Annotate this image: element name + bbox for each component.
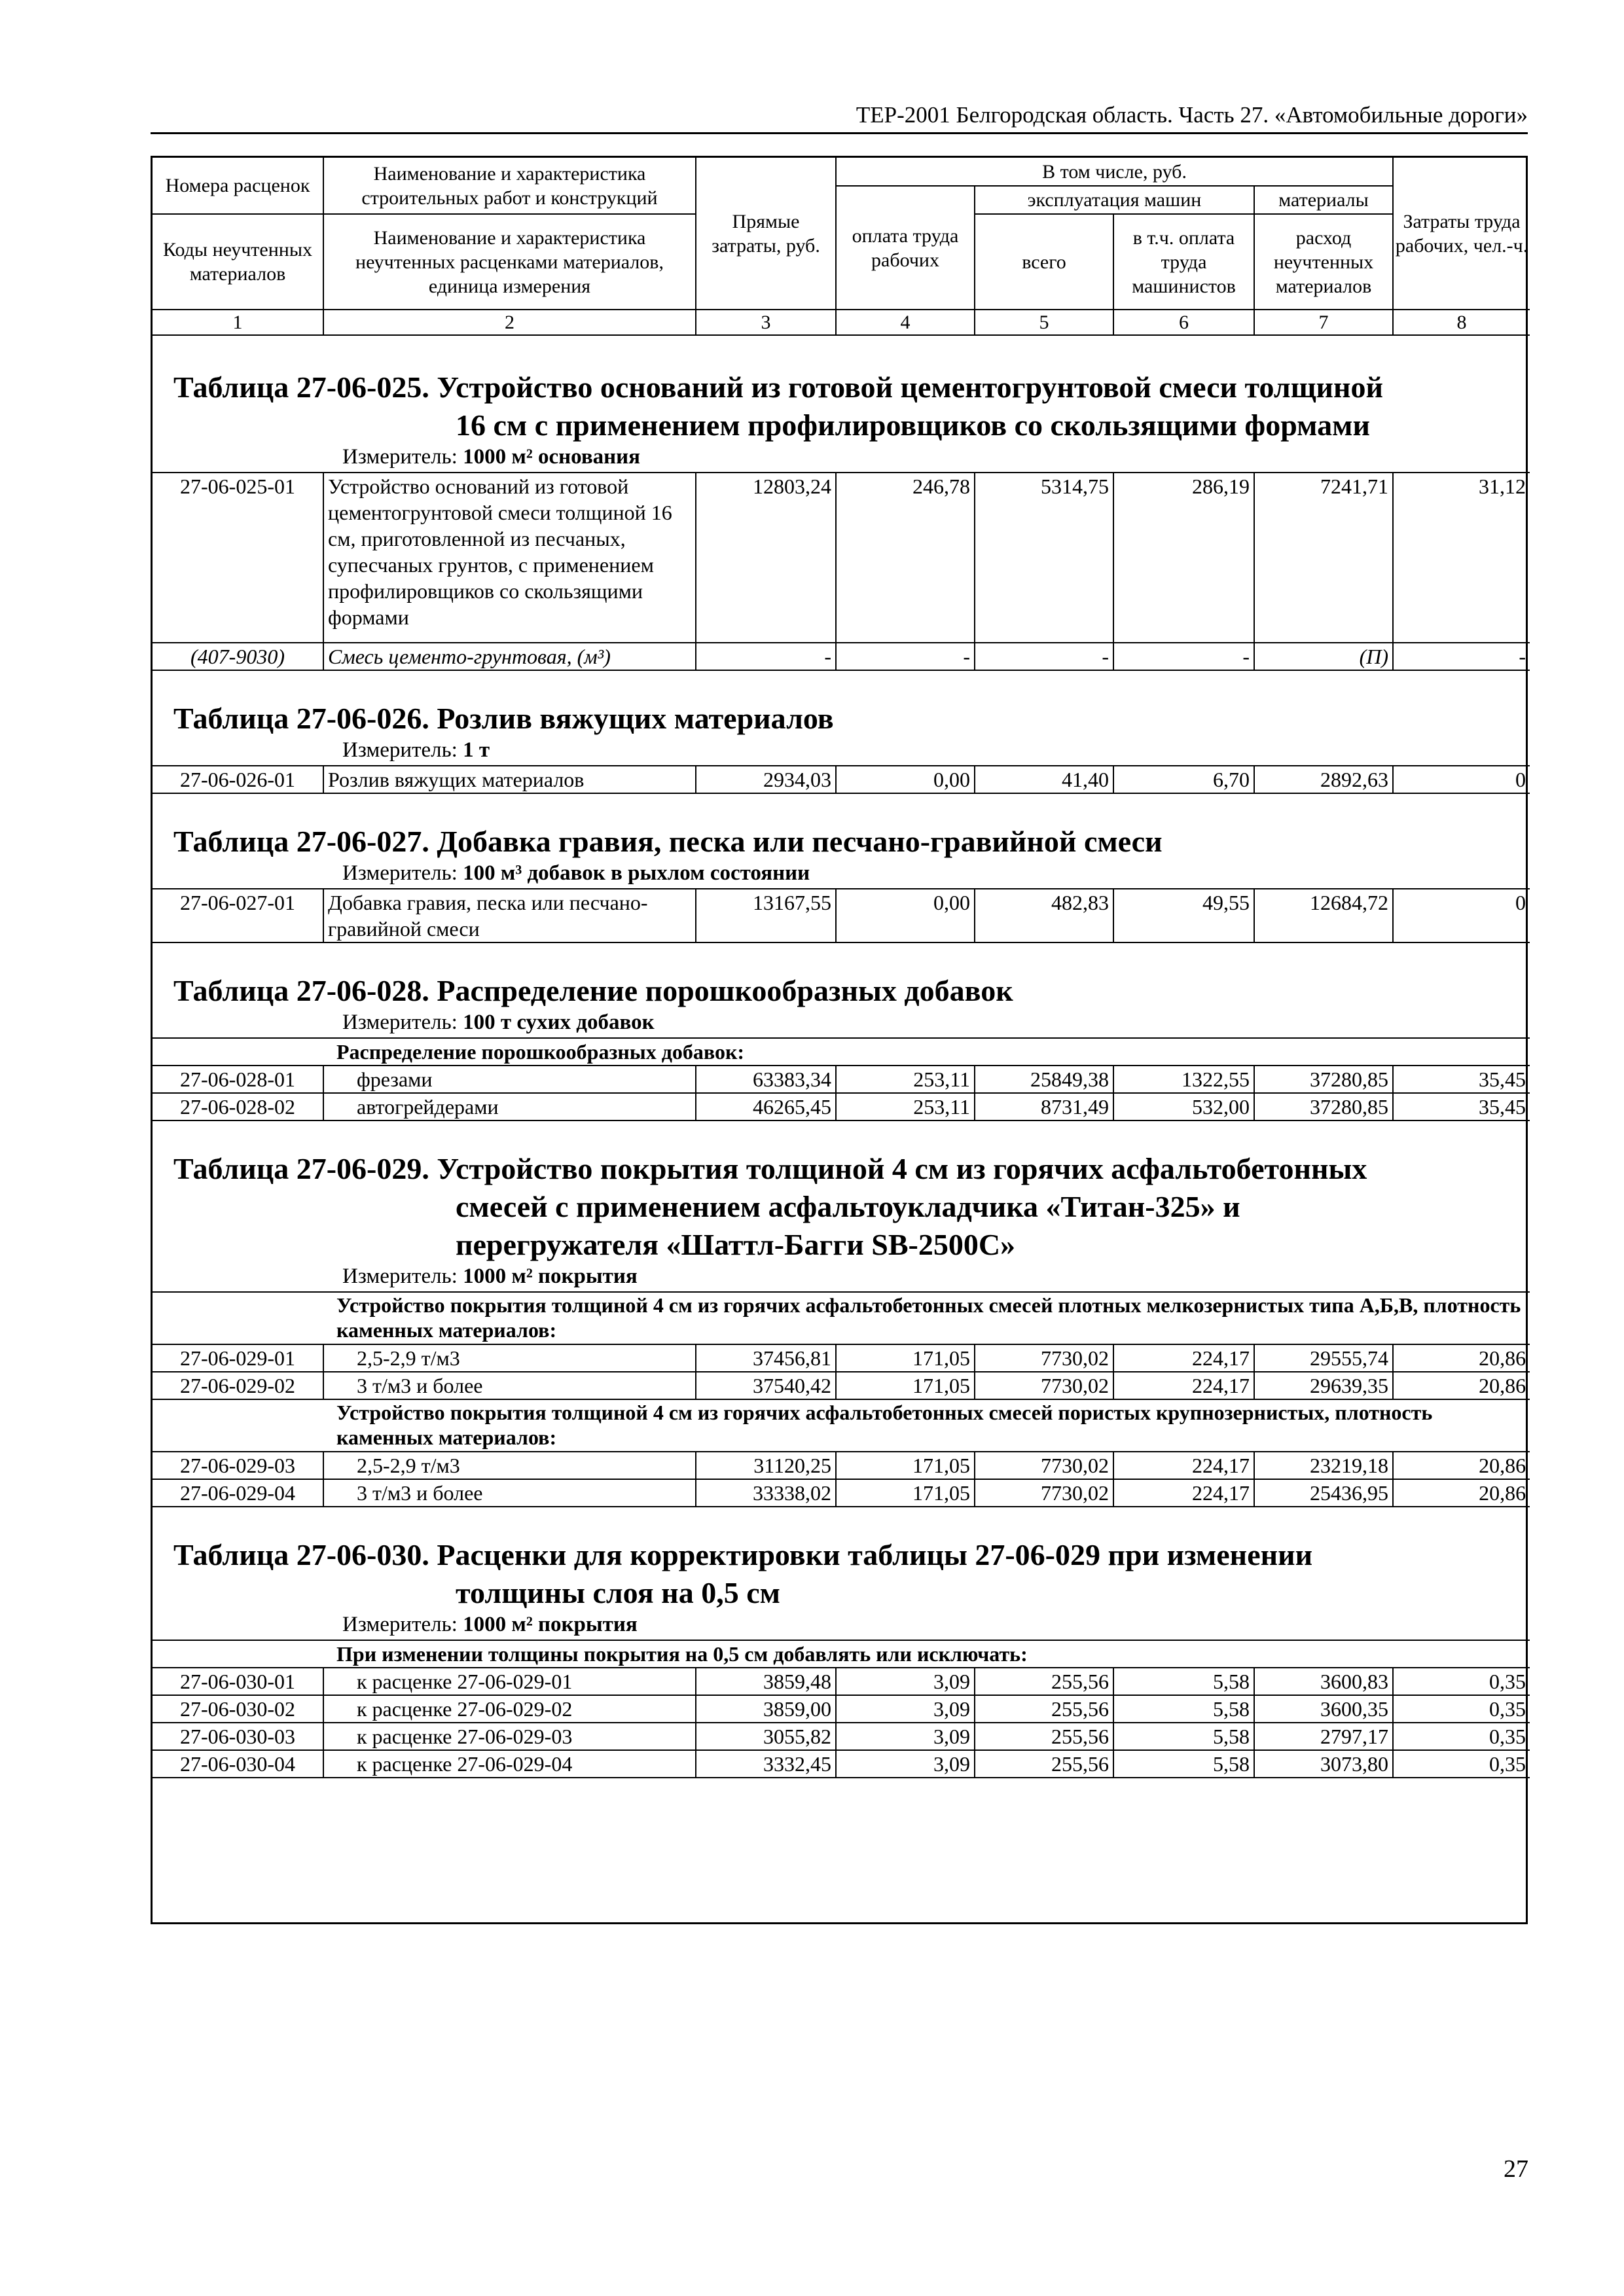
cell-direct: 31120,25 [696, 1452, 836, 1479]
cell-operator-pay: 49,55 [1113, 889, 1254, 942]
rates-table [153, 1037, 1530, 1121]
table-27-06-025 [153, 336, 1526, 671]
cell-machines: 7730,02 [975, 1479, 1113, 1507]
rate-name: к расценке 27-06-029-01 [323, 1668, 696, 1695]
rates-table [153, 1640, 1530, 1778]
cell-direct: 3859,00 [696, 1695, 836, 1723]
cell-machines: 41,40 [975, 766, 1113, 793]
cell-operator-pay: - [1113, 643, 1254, 670]
col-number: 6 [1113, 310, 1254, 335]
cell-labor: 0 [1393, 889, 1530, 942]
meter-label: Измеритель: [342, 445, 458, 469]
rate-name: к расценке 27-06-029-04 [323, 1750, 696, 1778]
cell-direct: 3859,48 [696, 1668, 836, 1695]
section-title [153, 700, 1526, 738]
col-header-operator-pay: в т.ч. оплата труда машинистов [1113, 214, 1254, 310]
cell-operator-pay: 532,00 [1113, 1093, 1254, 1121]
rates-sheet [151, 156, 1528, 1924]
cell-labor: 0,35 [1393, 1723, 1530, 1750]
cell-labor: 35,45 [1393, 1066, 1530, 1093]
section-title-line: Таблица 27-06-025. Устройство оснований из готовой цементогрунтовой смеси толщиной [173, 370, 1384, 404]
cell-operator-pay: 1322,55 [1113, 1066, 1254, 1093]
group-row [153, 1399, 1530, 1452]
section-title-line: перегружателя «Шаттл-Багги SB-2500C» [456, 1228, 1016, 1261]
cell-machines: 255,56 [975, 1695, 1113, 1723]
table-27-06-026 [153, 671, 1526, 794]
cell-labor: 20,86 [1393, 1452, 1530, 1479]
cell-machines: - [975, 643, 1113, 670]
cell-operator-pay: 224,17 [1113, 1344, 1254, 1372]
meter-label: Измеритель: [342, 1613, 458, 1636]
col-number: 7 [1254, 310, 1393, 335]
rate-name: Устройство оснований из готовой цементогрунтовой смеси толщиной 16 см, приготовленной из песчаных, супесчаных грунтов, с применением профилировщиков со скользящими формами [323, 473, 696, 643]
cell-direct: 37456,81 [696, 1344, 836, 1372]
rate-code: 27-06-030-03 [153, 1723, 323, 1750]
section-title-line: Таблица 27-06-029. Устройство покрытия толщиной 4 см из горячих асфальтобетонных [173, 1152, 1367, 1185]
cell-operator-pay: 6,70 [1113, 766, 1254, 793]
cell-direct: - [696, 643, 836, 670]
section-title-line: Таблица 27-06-028. Распределение порошкообразных добавок [173, 974, 1013, 1007]
cell-labor: - [1393, 643, 1530, 670]
rate-code: 27-06-028-01 [153, 1066, 323, 1093]
rate-code: 27-06-029-01 [153, 1344, 323, 1372]
section-title [153, 1150, 1526, 1264]
cell-operator-pay: 5,58 [1113, 1695, 1254, 1723]
cell-operator-pay: 5,58 [1113, 1750, 1254, 1778]
table-27-06-029 [153, 1121, 1526, 1507]
meter-value: 1000 м² покрытия [463, 1265, 638, 1288]
section-title-line: Таблица 27-06-030. Расценки для корректировки таблицы 27-06-029 при изменении [173, 1538, 1313, 1571]
col-number: 5 [975, 310, 1113, 335]
cell-operator-pay: 5,58 [1113, 1723, 1254, 1750]
table-row [153, 1695, 1530, 1723]
section-title-line: толщины слоя на 0,5 см [456, 1576, 780, 1609]
col-header-labor: Затраты труда рабочих, чел.-ч. [1393, 158, 1530, 310]
section-title-line: 16 см с применением профилировщиков со скользящими формами [456, 408, 1371, 442]
cell-worker-pay: 0,00 [836, 766, 975, 793]
column-numbers [153, 310, 1530, 335]
group-row [153, 1640, 1530, 1668]
rates-table [153, 888, 1530, 943]
section-title [153, 1536, 1526, 1612]
col-header-worker-pay: оплата труда рабочих [836, 186, 975, 310]
section-title-line: Таблица 27-06-026. Розлив вяжущих материалов [173, 702, 834, 735]
cell-direct: 3332,45 [696, 1750, 836, 1778]
cell-materials: 3600,83 [1254, 1668, 1393, 1695]
meter-value: 100 м³ добавок в рыхлом состоянии [463, 861, 810, 885]
cell-direct: 46265,45 [696, 1093, 836, 1121]
unit-meter [153, 1010, 1526, 1037]
cell-machines: 7730,02 [975, 1372, 1113, 1399]
cell-worker-pay: 3,09 [836, 1750, 975, 1778]
rate-code: 27-06-030-01 [153, 1668, 323, 1695]
cell-materials: 37280,85 [1254, 1093, 1393, 1121]
cell-machines: 25849,38 [975, 1066, 1113, 1093]
material-row [153, 643, 1530, 670]
rate-name: 2,5-2,9 т/м3 [323, 1452, 696, 1479]
page-header [151, 93, 1528, 134]
rates-table [153, 765, 1530, 794]
cell-materials: (П) [1254, 643, 1393, 670]
col-number: 3 [696, 310, 836, 335]
cell-materials: 3600,35 [1254, 1695, 1393, 1723]
section-title [153, 823, 1526, 861]
col-number: 8 [1393, 310, 1530, 335]
table-row [153, 1372, 1530, 1399]
cell-worker-pay: 171,05 [836, 1479, 975, 1507]
section-title [153, 368, 1526, 444]
cell-worker-pay: 253,11 [836, 1093, 975, 1121]
cell-materials: 2797,17 [1254, 1723, 1393, 1750]
meter-value: 100 т сухих добавок [463, 1011, 655, 1034]
section-title-line: смесей с применением асфальтоукладчика «Титан-325» и [456, 1190, 1240, 1223]
rate-name: к расценке 27-06-029-03 [323, 1723, 696, 1750]
col-header-machines: эксплуатация машин [975, 186, 1254, 214]
cell-materials: 23219,18 [1254, 1452, 1393, 1479]
cell-operator-pay: 224,17 [1113, 1452, 1254, 1479]
cell-labor: 0 [1393, 766, 1530, 793]
unit-meter [153, 738, 1526, 765]
cell-labor: 0,35 [1393, 1695, 1530, 1723]
cell-worker-pay: 3,09 [836, 1695, 975, 1723]
table-row [153, 1750, 1530, 1778]
rate-code: 27-06-029-03 [153, 1452, 323, 1479]
section-title-line: Таблица 27-06-027. Добавка гравия, песка или песчано-гравийной смеси [173, 825, 1163, 858]
cell-labor: 31,12 [1393, 473, 1530, 643]
col-header-codes: Номера расценок [153, 158, 323, 214]
cell-direct: 3055,82 [696, 1723, 836, 1750]
meter-value: 1000 м² основания [463, 445, 641, 469]
cell-worker-pay: 171,05 [836, 1452, 975, 1479]
cell-operator-pay: 286,19 [1113, 473, 1254, 643]
cell-worker-pay: 171,05 [836, 1372, 975, 1399]
table-row [153, 473, 1530, 643]
rate-code: 27-06-025-01 [153, 473, 323, 643]
meter-label: Измеритель: [342, 1265, 458, 1288]
cell-direct: 33338,02 [696, 1479, 836, 1507]
rate-name: к расценке 27-06-029-02 [323, 1695, 696, 1723]
group-label: Устройство покрытия толщиной 4 см из горячих асфальтобетонных смесей пористых крупнозернистых, плотность каменных материалов: [323, 1399, 1530, 1452]
meter-label: Измеритель: [342, 738, 458, 762]
unit-meter [153, 1264, 1526, 1291]
rate-code: 27-06-030-04 [153, 1750, 323, 1778]
col-header-materials-desc: Наименование и характеристика неучтенных расценками материалов, единица измерения [323, 214, 696, 310]
col-header-material-codes: Коды неучтенных материалов [153, 214, 323, 310]
cell-worker-pay: - [836, 643, 975, 670]
material-name: Смесь цементо-грунтовая, (м³) [323, 643, 696, 670]
cell-machines: 482,83 [975, 889, 1113, 942]
col-number: 2 [323, 310, 696, 335]
cell-machines: 255,56 [975, 1723, 1113, 1750]
rate-code: 27-06-028-02 [153, 1093, 323, 1121]
table-row [153, 1452, 1530, 1479]
rate-name: 3 т/м3 и более [323, 1479, 696, 1507]
column-header [153, 158, 1530, 336]
col-number: 1 [153, 310, 323, 335]
rates-table [153, 472, 1530, 671]
col-header-direct-costs: Прямые затраты, руб. [696, 158, 836, 310]
cell-machines: 255,56 [975, 1668, 1113, 1695]
cell-direct: 2934,03 [696, 766, 836, 793]
rate-code: 27-06-029-04 [153, 1479, 323, 1507]
meter-value: 1000 м² покрытия [463, 1613, 638, 1636]
cell-materials: 2892,63 [1254, 766, 1393, 793]
rate-code: 27-06-026-01 [153, 766, 323, 793]
table-27-06-028 [153, 943, 1526, 1121]
cell-worker-pay: 3,09 [836, 1723, 975, 1750]
cell-operator-pay: 5,58 [1113, 1668, 1254, 1695]
cell-machines: 7730,02 [975, 1452, 1113, 1479]
cell-operator-pay: 224,17 [1113, 1372, 1254, 1399]
cell-worker-pay: 253,11 [836, 1066, 975, 1093]
unit-meter [153, 444, 1526, 472]
cell-direct: 63383,34 [696, 1066, 836, 1093]
group-label: Распределение порошкообразных добавок: [323, 1038, 1530, 1066]
cell-machines: 5314,75 [975, 473, 1113, 643]
cell-labor: 20,86 [1393, 1372, 1530, 1399]
rate-code: 27-06-029-02 [153, 1372, 323, 1399]
table-row [153, 1668, 1530, 1695]
cell-direct: 37540,42 [696, 1372, 836, 1399]
col-header-machines-total: всего [975, 214, 1113, 310]
col-header-materials: материалы [1254, 186, 1393, 214]
rate-code: 27-06-030-02 [153, 1695, 323, 1723]
rate-name: Добавка гравия, песка или песчано-гравийной смеси [323, 889, 696, 942]
cell-materials: 29555,74 [1254, 1344, 1393, 1372]
cell-materials: 3073,80 [1254, 1750, 1393, 1778]
meter-label: Измеритель: [342, 861, 458, 885]
table-row [153, 1093, 1530, 1121]
col-number: 4 [836, 310, 975, 335]
table-27-06-027 [153, 794, 1526, 943]
material-code: (407-9030) [153, 643, 323, 670]
table-row [153, 1479, 1530, 1507]
meter-value: 1 т [463, 738, 490, 762]
unit-meter [153, 1612, 1526, 1640]
table-row [153, 889, 1530, 942]
col-header-material-use: расход неучтенных материалов [1254, 214, 1393, 310]
cell-worker-pay: 171,05 [836, 1344, 975, 1372]
table-27-06-030 [153, 1507, 1526, 1778]
cell-materials: 37280,85 [1254, 1066, 1393, 1093]
cell-worker-pay: 0,00 [836, 889, 975, 942]
table-row [153, 1066, 1530, 1093]
table-row [153, 1723, 1530, 1750]
cell-materials: 12684,72 [1254, 889, 1393, 942]
col-header-including: В том числе, руб. [836, 158, 1393, 186]
meter-label: Измеритель: [342, 1011, 458, 1034]
rate-name: 3 т/м3 и более [323, 1372, 696, 1399]
rate-code: 27-06-027-01 [153, 889, 323, 942]
rate-name: Розлив вяжущих материалов [323, 766, 696, 793]
group-label: При изменении толщины покрытия на 0,5 см добавлять или исключать: [323, 1640, 1530, 1668]
cell-labor: 35,45 [1393, 1093, 1530, 1121]
unit-meter [153, 861, 1526, 888]
cell-machines: 255,56 [975, 1750, 1113, 1778]
rate-name: 2,5-2,9 т/м3 [323, 1344, 696, 1372]
cell-labor: 20,86 [1393, 1479, 1530, 1507]
cell-materials: 7241,71 [1254, 473, 1393, 643]
cell-machines: 7730,02 [975, 1344, 1113, 1372]
cell-labor: 0,35 [1393, 1750, 1530, 1778]
col-header-works: Наименование и характеристика строительных работ и конструкций [323, 158, 696, 214]
cell-machines: 8731,49 [975, 1093, 1113, 1121]
table-row [153, 1344, 1530, 1372]
rate-name: автогрейдерами [323, 1093, 696, 1121]
cell-materials: 25436,95 [1254, 1479, 1393, 1507]
page-header-title: ТЕР-2001 Белгородская область. Часть 27. «Автомобильные дороги» [856, 102, 1528, 128]
cell-labor: 0,35 [1393, 1668, 1530, 1695]
table-row [153, 766, 1530, 793]
cell-worker-pay: 246,78 [836, 473, 975, 643]
section-title [153, 972, 1526, 1010]
cell-materials: 29639,35 [1254, 1372, 1393, 1399]
page-number: 27 [1504, 2155, 1528, 2183]
cell-direct: 13167,55 [696, 889, 836, 942]
rate-name: фрезами [323, 1066, 696, 1093]
group-label: Устройство покрытия толщиной 4 см из горячих асфальтобетонных смесей плотных мелкозернистых типа А,Б,В, плотность каменных материалов: [323, 1292, 1530, 1344]
group-row [153, 1038, 1530, 1066]
cell-worker-pay: 3,09 [836, 1668, 975, 1695]
rates-table [153, 1291, 1530, 1507]
cell-labor: 20,86 [1393, 1344, 1530, 1372]
group-row [153, 1292, 1530, 1344]
cell-direct: 12803,24 [696, 473, 836, 643]
cell-operator-pay: 224,17 [1113, 1479, 1254, 1507]
